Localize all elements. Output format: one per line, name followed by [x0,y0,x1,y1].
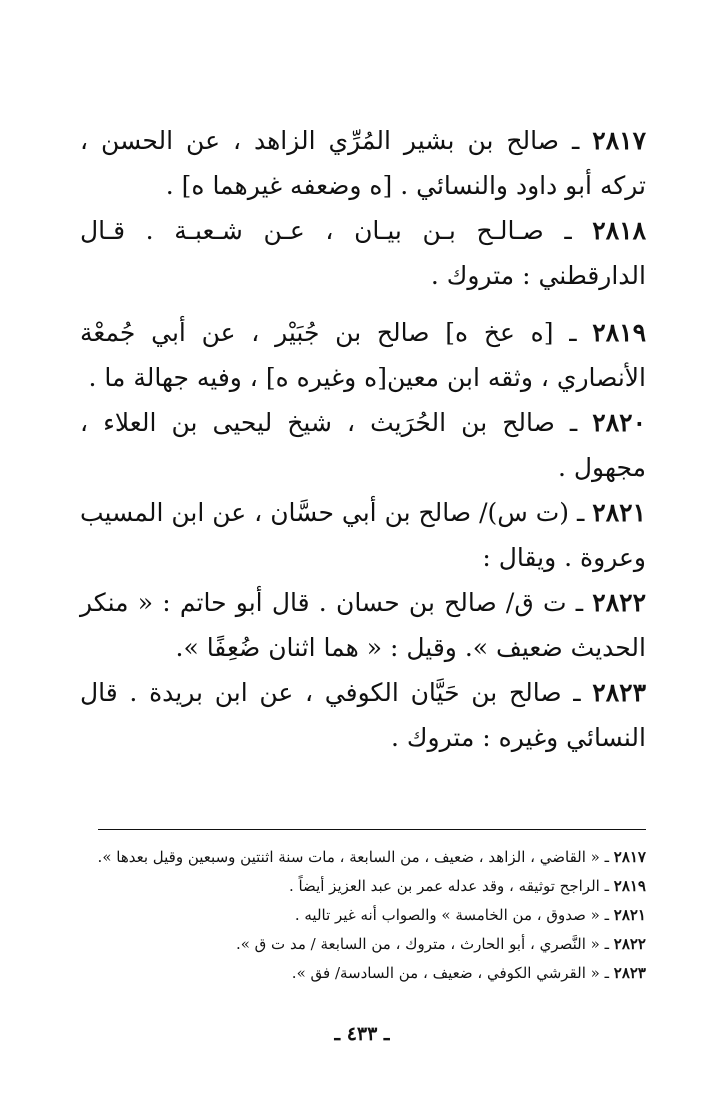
footnote-text: ـ « النَّصري ، أبو الحارث ، متروك ، من السابعة / مد ت ق ». [235,935,614,953]
footnote-number: ٢٨٢١ [613,906,646,924]
entry-number: ٢٨٢١ [592,498,646,527]
footnote-2822 [80,930,646,959]
entry-2821 [80,490,646,580]
entry-number: ٢٨١٩ [592,318,646,347]
entry-text: ـ [ه عخ ه] صالح بن جُبَيْر ، عن أبي جُمعْة الأنصاري ، وثقه ابن معين[ه وغيره ه] ، وفيه جهالة ما . [80,318,646,392]
footnote-number: ٢٨٢٢ [613,935,646,953]
footnote-number: ٢٨١٩ [613,877,646,895]
entry-text: ـ صالح بن الحُرَيث ، شيخ ليحيى بن العلاء ، مجهول . [80,408,646,482]
entry-number: ٢٨١٧ [592,126,646,155]
entry-2822 [80,580,646,670]
entry-number: ٢٨٢٣ [592,678,646,707]
footnote-text: ـ « القاضي ، الزاهد ، ضعيف ، من السابعة ، مات سنة اثنتين وسبعين وقيل بعدها ». [97,848,614,866]
footnote-number: ٢٨٢٣ [613,964,646,982]
footnote-text: ـ الراجح توثيقه ، وقد عدله عمر بن عبد العزيز أيضاً . [288,877,614,895]
entry-text: ـ صـالـح بـن بيـان ، عـن شـعبـة . قـال الدارقطني : متروك . [80,216,646,290]
footnotes [80,843,646,988]
entry-2818 [80,208,646,298]
footnote-2821 [80,901,646,930]
entry-text: ـ (ت س)/ صالح بن أبي حسَّان ، عن ابن المسيب وعروة . ويقال : [80,498,646,572]
footnote-2817 [80,843,646,872]
entry-2823 [80,670,646,760]
entry-number: ٢٨٢٠ [592,408,646,437]
footnote-divider [98,829,646,830]
page-number: ـ ٤٣٣ ـ [334,1023,390,1045]
entry-text: ـ صالح بن حَيَّان الكوفي ، عن ابن بريدة . قال النسائي وغيره : متروك . [80,678,646,752]
entry-number: ٢٨٢٢ [592,588,646,617]
footnote-number: ٢٨١٧ [613,848,646,866]
footnote-2823 [80,959,646,988]
entry-2817 [80,118,646,208]
entry-2819 [80,310,646,400]
entry-text: ـ ت ق/ صالح بن حسان . قال أبو حاتم : « منكر الحديث ضعيف ». وقيل : « هما اثنان ضُعِفًا ». [80,588,646,662]
entry-text: ـ صالح بن بشير المُرِّي الزاهد ، عن الحسن ، تركه أبو داود والنسائي . [ه وضعفه غيرهما ه] . [80,126,646,200]
entry-number: ٢٨١٨ [592,216,646,245]
main-text [80,118,646,760]
footnote-2819 [80,872,646,901]
footnote-text: ـ « القرشي الكوفي ، ضعيف ، من السادسة/ فق ». [291,964,614,982]
footnote-text: ـ « صدوق ، من الخامسة » والصواب أنه غير تاليه . [294,906,614,924]
entry-2820 [80,400,646,490]
